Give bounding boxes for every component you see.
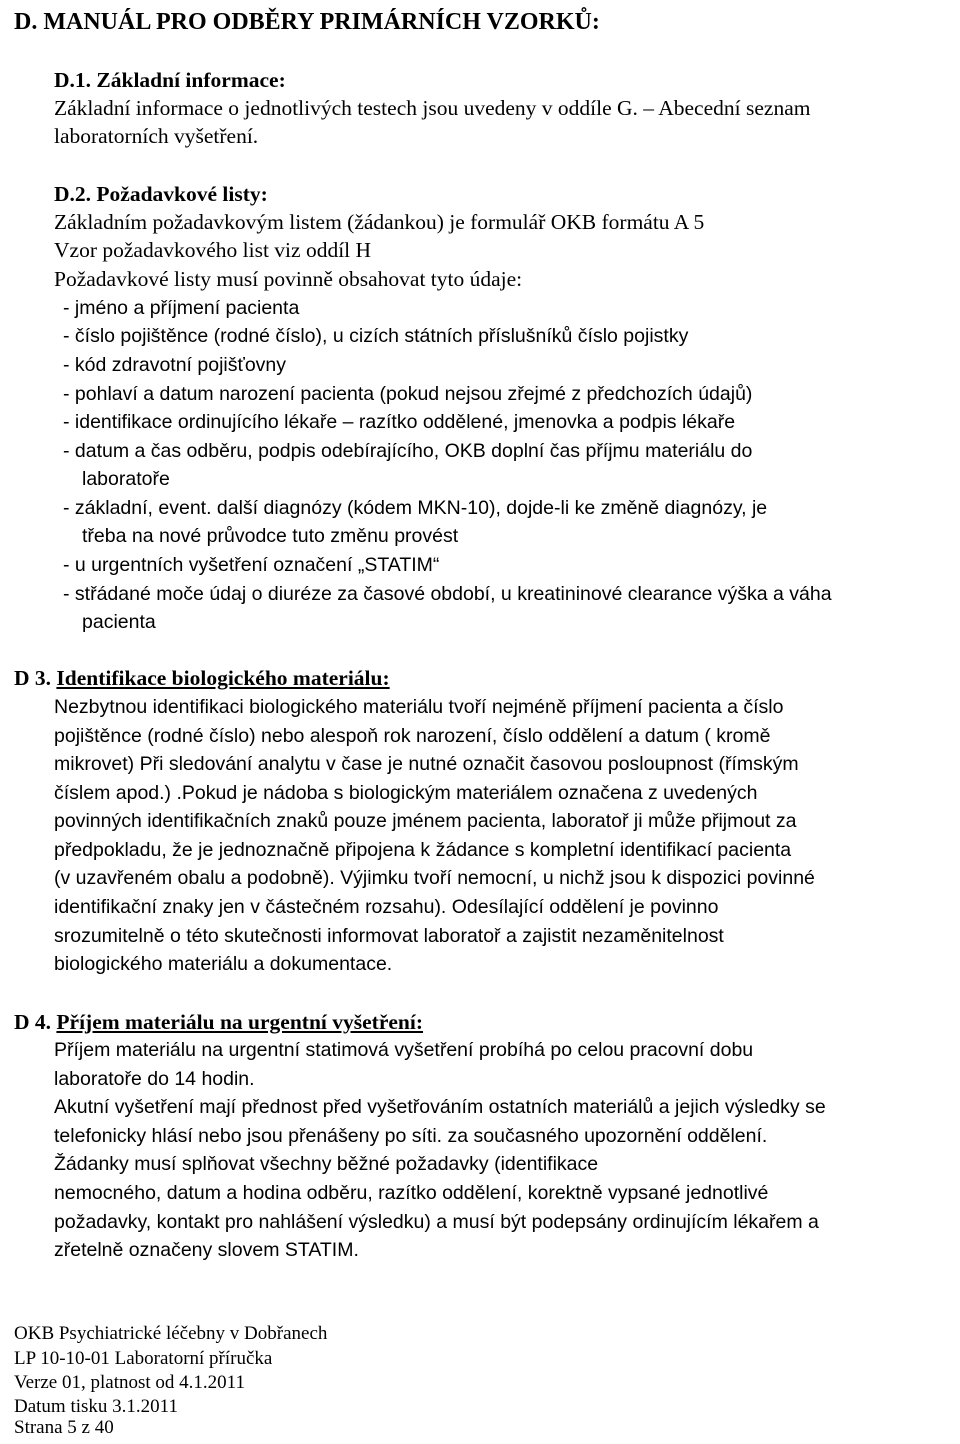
section-d3-text: (v uzavřeném obalu a podobně). Výjimku tvoří nemocní, u nichž jsou k dispozici povinné [54, 867, 815, 889]
footer-line: Datum tisku 3.1.2011 [14, 1396, 178, 1417]
section-d4-text: laboratoře do 14 hodin. [54, 1068, 255, 1090]
section-d3-text: číslem apod.) .Pokud je nádoba s biologickým materiálem označena z uvedených [54, 782, 758, 804]
footer-line: Strana 5 z 40 [14, 1417, 114, 1438]
requirement-item: - kód zdravotní pojišťovny [63, 354, 287, 376]
requirement-item-continuation: třeba na nové průvodce tuto změnu provést [82, 525, 459, 547]
section-d2-text: Vzor požadavkového list viz oddíl H [54, 238, 372, 262]
requirement-item: - číslo pojištěnce (rodné číslo), u cizích státních příslušníků číslo pojistky [63, 325, 689, 347]
section-d3-title: Identifikace biologického materiálu: [56, 666, 390, 690]
section-d1-heading: D.1. Základní informace: [54, 68, 286, 92]
section-d3-text: Nezbytnou identifikaci biologického materiálu tvoří nejméně příjmení pacienta a číslo [54, 696, 784, 718]
section-d3-text: mikrovet) Při sledování analytu v čase je nutné označit časovou posloupnost (římským [54, 753, 799, 775]
requirement-item: - jméno a příjmení pacienta [63, 297, 300, 319]
section-d3-number: D 3. [14, 666, 52, 690]
footer-line: OKB Psychiatrické léčebny v Dobřanech [14, 1323, 328, 1344]
section-d4-text: telefonicky hlásí nebo jsou přenášeny po síti. za současného upozornění oddělení. [54, 1125, 768, 1147]
section-d4-text: zřetelně označeny slovem STATIM. [54, 1239, 359, 1261]
section-d4-heading [14, 1008, 423, 1036]
section-d4-text: Příjem materiálu na urgentní statimová vyšetření probíhá po celou pracovní dobu [54, 1039, 754, 1061]
requirement-item-continuation: laboratoře [82, 468, 170, 490]
footer-line: Verze 01, platnost od 4.1.2011 [14, 1372, 245, 1393]
section-d4-title: Příjem materiálu na urgentní vyšetření: [56, 1010, 424, 1034]
section-d4-text: Žádanky musí splňovat všechny běžné požadavky (identifikace [54, 1153, 599, 1175]
requirement-item: - střádané moče údaj o diuréze za časové období, u kreatininové clearance výška a váha [63, 583, 832, 605]
section-d4-text: požadavky, kontakt pro nahlášení výsledku) a musí být podepsány ordinujícím lékařem a [54, 1211, 819, 1233]
section-d4-text: nemocného, datum a hodina odběru, razítko oddělení, korektně vypsané jednotlivé [54, 1182, 769, 1204]
section-d1-text: Základní informace o jednotlivých testech jsou uvedeny v oddíle G. – Abecední seznam [54, 96, 811, 120]
section-d1-text: laboratorních vyšetření. [54, 124, 259, 148]
section-d4-number: D 4. [14, 1010, 52, 1034]
requirement-item: - datum a čas odběru, podpis odebírajícího, OKB doplní čas příjmu materiálu do [63, 440, 753, 462]
section-d4-text: Akutní vyšetření mají přednost před vyšetřováním ostatních materiálů a jejich výsledky se [54, 1096, 826, 1118]
page-title: D. MANUÁL PRO ODBĚRY PRIMÁRNÍCH VZORKŮ: [14, 9, 600, 35]
requirement-item: - identifikace ordinujícího lékaře – razítko oddělené, jmenovka a podpis lékaře [63, 411, 736, 433]
section-d3-text: povinných identifikačních znaků pouze jménem pacienta, laboratoř ji může přijmout za [54, 810, 797, 832]
footer-line: LP 10-10-01 Laboratorní příručka [14, 1348, 273, 1369]
requirement-item: - základní, event. další diagnózy (kódem MKN-10), dojde-li ke změně diagnózy, je [63, 497, 768, 519]
section-d2-heading: D.2. Požadavkové listy: [54, 182, 268, 206]
section-d3-text: pojištěnce (rodné číslo) nebo alespoň rok narození, číslo oddělení a datum ( kromě [54, 725, 771, 747]
section-d3-heading [14, 664, 390, 692]
section-d3-text: biologického materiálu a dokumentace. [54, 953, 393, 975]
requirement-item-continuation: pacienta [82, 611, 156, 633]
section-d2-text: Základním požadavkovým listem (žádankou) je formulář OKB formátu A 5 [54, 210, 705, 234]
section-d3-text: identifikační znaky jen v částečném rozsahu). Odesílající oddělení je povinno [54, 896, 719, 918]
section-d2-text: Požadavkové listy musí povinně obsahovat tyto údaje: [54, 267, 523, 291]
requirement-item: - u urgentních vyšetření označení „STATIM“ [63, 554, 440, 576]
requirement-item: - pohlaví a datum narození pacienta (pokud nejsou zřejmé z předchozích údajů) [63, 383, 753, 405]
section-d3-text: předpokladu, že je jednoznačně připojena k žádance s kompletní identifikací pacienta [54, 839, 792, 861]
section-d3-text: srozumitelně o této skutečnosti informovat laboratoř a zajistit nezaměnitelnost [54, 925, 724, 947]
